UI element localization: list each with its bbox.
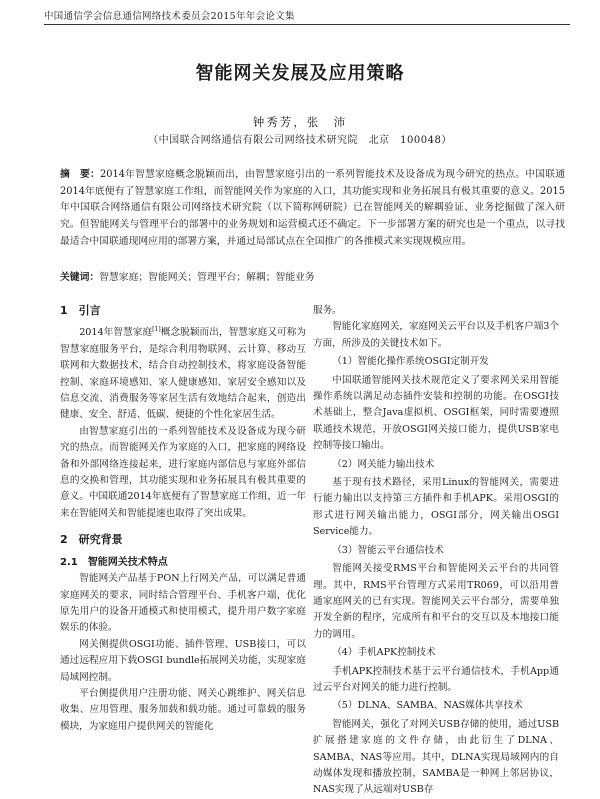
item-1-title: （1）智能化操作系统OSGI定制开发 xyxy=(332,356,489,368)
section-2-1-paragraph-1: 智能网关产品基于PON上行网关产品，可以满足普通家庭网关的要求，同时结合管理平台、手机客户端，优化原先用户的设备开通模式和使用模式，提升用户数字家庭娱乐的体验。 xyxy=(60,573,306,634)
paper-authors: 钟秀芳，张 沛 xyxy=(252,115,348,129)
intro-paragraph: 智能化家庭网关，家庭网关云平台以及手机客户端3个方面，所涉及的关键技术如下。 xyxy=(313,321,559,349)
item-2-title: （2）网关能力输出技术 xyxy=(332,458,435,470)
citation-ref: [1] xyxy=(152,326,161,334)
section-1-paragraph-2: 由智慧家庭引出的一系列智能技术及设备成为现今研究的热点。而智能网关作为家庭的入口，把家庭的网络设备和外部网络连接起来，进行家庭内部信息与家庭外部信息的交换和管理，其功能实现和业务拓展具有极其重要的意义。中国联通2014年底便有了智慧家庭工作组，近一年来在智能网关和智能提速也取得了突出成果。 xyxy=(60,425,306,519)
right-column xyxy=(313,303,559,799)
abstract-label: 摘 要： xyxy=(60,169,101,180)
section-2-heading: 2 研究背景 xyxy=(60,533,123,547)
section-2-1-heading: 2.1 智能网关技术特点 xyxy=(60,556,168,568)
item-4-title: （4）手机APK控制技术 xyxy=(332,647,436,659)
abstract-text: 2014年智慧家庭概念脱颖而出，由智慧家庭引出的一系列智能技术及设备成为现今研究的热点。中国联通2014年底便有了智慧家庭工作组，而智能网关作为家庭的入口，其功能实现和业务拓展具有极其重要的意义。2015年中国联合网络通信有限公司网络技术研究院（以下简称网研院）已在智能网关的解耦验证、业务挖掘做了深入研究。但智能网关与管理平台的部署中的业务规划和运营模式还不确定。下一步部署方案的研究也是一个重点，以寻找最适合中国联通现网应用的部署方案，并通过局部试点在全国推广的各推模式来实现规模应用。 xyxy=(60,169,566,247)
section-1-heading: 1 引言 xyxy=(60,304,101,317)
keywords xyxy=(60,270,565,286)
item-1-text: 中国联通智能网关技术规范定义了要求网关采用智能操作系统以满足动态插件安装和控制的功能。在OSGI技术基础上，整合Java虚拟机、OSGI框架，同时需要遵照联通技术规范，开放OSGI网关接口能力，提供USB家电控制等接口输出。 xyxy=(313,374,559,452)
item-4-text: 手机APK控制技术基于云平台通信技术，手机App通过云平台对网关的能力进行控制。 xyxy=(313,665,559,693)
sec1-p1-after: 概念脱颖而出，智慧家庭又可称为智慧家庭服务平台，是综合利用物联网、云计算、移动互联网和大数据技术，结合自动控制技术，将家庭设备智能控制、家庭环境感知、家人健康感知、家居安全感知以及信息交流、消费服务等家居生活有效地结合起来，创造出健康、安全、舒适、低碳、便捷的个性化家居生活。 xyxy=(60,327,307,421)
left-column xyxy=(60,303,306,735)
section-2-1-paragraph-3: 平台侧提供用户注册功能、网关心跳维护、网关信息收集、应用管理、服务加载和载功能。通过可靠载的服务模块，为家庭用户提供网关的智能化 xyxy=(60,687,306,732)
header-rule xyxy=(44,24,570,25)
paper-affiliation: （中国联合网络通信有限公司网络技术研究院 北京 100048） xyxy=(148,135,452,146)
item-5-title: （5）DLNA、SAMBA、NAS媒体共享技术 xyxy=(332,700,523,712)
item-2-text: 基于现有技术路径，采用Linux的智能网关，需要进行能力输出以支持第三方插件和手机APK。采用OSGI的形式进行网关输出能力，OSGI部分，网关输出OSGI Service能力。 xyxy=(313,477,559,538)
item-3-title: （3）智能云平台通信技术 xyxy=(332,544,444,556)
running-header: 中国通信学会信息通信网络技术委员会2015年年会论文集 xyxy=(44,11,295,22)
item-5-text: 智能网关，强化了对网关USB存储的使用，通过USB扩展搭建家庭的文件存储，由此衍生了DLNA、SAMBA、NAS等应用。其中，DLNA实现局域网内的自动媒体发现和播放控制，SAMBA是一种网上邻居协议，NAS实现了从远端对USB存 xyxy=(313,718,559,796)
item-3-text: 智能网关接受RMS平台和智能网关云平台的共同管理。其中，RMS平台管理方式采用TR069，可以沿用普通家庭网关的已有实现。智能网关云平台部分，需要单独开发全新的程序，完成所有和平台的交互以及本地接口能力的调用。 xyxy=(313,563,559,640)
sec1-p1-before: 2014年智慧家庭 xyxy=(79,327,153,339)
abstract xyxy=(60,167,565,251)
keywords-label: 关键词： xyxy=(60,272,100,283)
continued-text: 服务。 xyxy=(313,305,342,316)
keywords-text: 智慧家庭；智能网关；管理平台；解耦；智能业务 xyxy=(99,272,315,283)
section-1-paragraph-1 xyxy=(60,325,306,423)
section-2-1-paragraph-2: 网关侧提供OSGI功能、插件管理、USB接口，可以通过远程应用下载OSGI bundle拓展网关功能，实现家庭局域网控制。 xyxy=(60,638,306,683)
paper-title: 智能网关发展及应用策略 xyxy=(195,63,405,84)
